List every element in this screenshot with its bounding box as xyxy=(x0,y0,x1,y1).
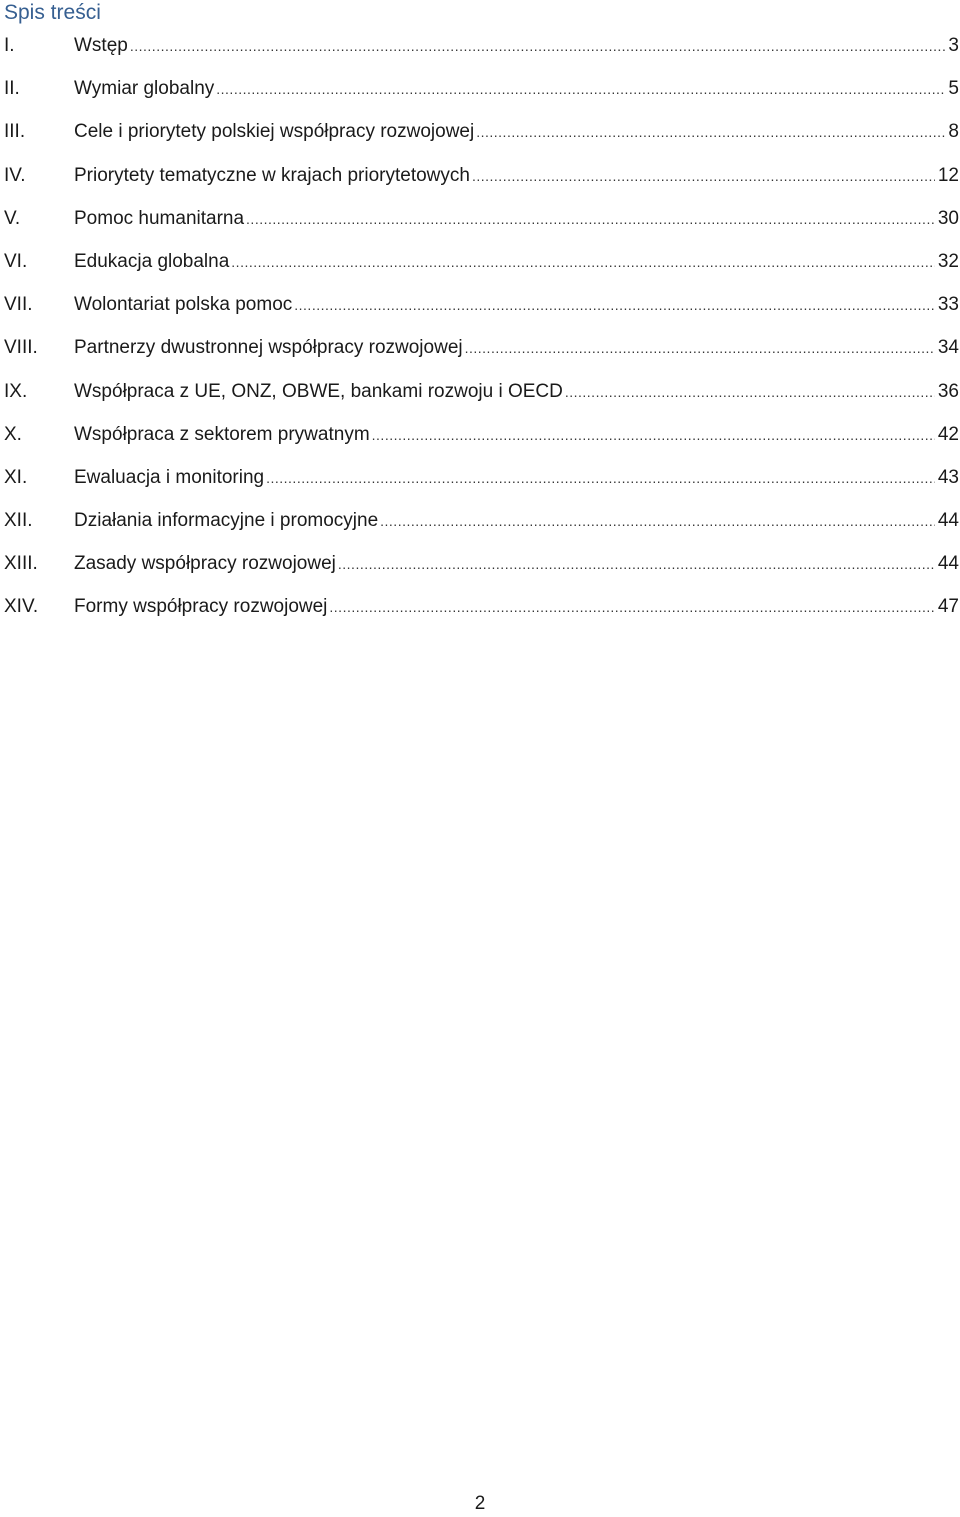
toc-entry-page[interactable]: 44 xyxy=(937,553,959,575)
toc-entry[interactable] xyxy=(0,592,960,635)
toc-entry[interactable] xyxy=(0,377,960,420)
toc-entry-number: III. xyxy=(4,121,26,143)
toc-entry-page[interactable]: 43 xyxy=(937,466,959,488)
toc-leader-dots xyxy=(294,290,935,320)
toc-entry-page[interactable]: 8 xyxy=(948,121,959,143)
toc-entry-title[interactable]: Wolontariat polska pomoc xyxy=(74,290,292,320)
toc-entry-number: VIII. xyxy=(4,337,38,359)
toc-entry-title[interactable]: Pomoc humanitarna xyxy=(74,204,244,234)
toc-entry-title[interactable]: Współpraca z sektorem prywatnym xyxy=(74,420,370,450)
toc-entry-title[interactable]: Priorytety tematyczne w krajach priorytetowych xyxy=(74,161,470,191)
toc-entry[interactable] xyxy=(0,31,960,74)
toc-entry[interactable] xyxy=(0,549,960,592)
toc-entry[interactable] xyxy=(0,420,960,463)
toc-leader-dots xyxy=(130,31,946,61)
toc-entry-page[interactable]: 47 xyxy=(937,596,959,618)
toc-entry-number: VII. xyxy=(4,294,33,316)
toc-entry-title[interactable]: Zasady współpracy rozwojowej xyxy=(74,549,336,579)
toc-entry-number: XII. xyxy=(4,510,33,532)
toc-entry-number: IV. xyxy=(4,164,26,186)
toc-entry[interactable] xyxy=(0,204,960,247)
toc-entry-number: XIV. xyxy=(4,596,39,618)
toc-entry-number: IX. xyxy=(4,380,28,402)
toc-entry[interactable] xyxy=(0,290,960,333)
toc-entry[interactable] xyxy=(0,247,960,290)
toc-entry[interactable] xyxy=(0,333,960,376)
toc-entry-page[interactable]: 3 xyxy=(948,35,959,56)
toc-leader-dots xyxy=(372,420,935,450)
toc-leader-dots xyxy=(380,506,935,536)
toc-entry-title[interactable]: Edukacja globalna xyxy=(74,247,229,277)
toc-entry-title[interactable]: Współpraca z UE, ONZ, OBWE, bankami rozwoju i OECD xyxy=(74,377,563,407)
toc-title: Spis treści xyxy=(4,1,101,24)
toc-list xyxy=(0,31,960,636)
toc-entry-number: XIII. xyxy=(4,553,38,575)
toc-entry-title[interactable]: Formy współpracy rozwojowej xyxy=(74,592,327,622)
toc-entry-page[interactable]: 34 xyxy=(937,337,959,359)
toc-leader-dots xyxy=(266,463,935,493)
toc-leader-dots xyxy=(338,549,935,579)
toc-leader-dots xyxy=(246,204,935,234)
toc-leader-dots xyxy=(476,117,945,147)
toc-entry-page[interactable]: 12 xyxy=(937,164,959,186)
toc-entry-number: II. xyxy=(4,78,20,100)
toc-leader-dots xyxy=(465,333,935,363)
toc-entry-title[interactable]: Wstęp xyxy=(74,31,128,61)
toc-entry-number: I. xyxy=(4,35,15,56)
toc-entry-page[interactable]: 44 xyxy=(937,510,959,532)
toc-leader-dots xyxy=(565,377,935,407)
toc-entry-page[interactable]: 42 xyxy=(937,423,959,445)
toc-entry-number: VI. xyxy=(4,250,28,272)
toc-entry-title[interactable]: Ewaluacja i monitoring xyxy=(74,463,264,493)
toc-leader-dots xyxy=(231,247,935,277)
toc-entry[interactable] xyxy=(0,74,960,117)
toc-entry-page[interactable]: 30 xyxy=(937,207,959,229)
toc-entry-page[interactable]: 32 xyxy=(937,250,959,272)
toc-entry-title[interactable]: Działania informacyjne i promocyjne xyxy=(74,506,378,536)
toc-entry-title[interactable]: Cele i priorytety polskiej współpracy rozwojowej xyxy=(74,117,474,147)
toc-leader-dots xyxy=(472,161,935,191)
toc-entry-page[interactable]: 33 xyxy=(937,294,959,316)
toc-entry-number: V. xyxy=(4,207,21,229)
toc-entry-title[interactable]: Wymiar globalny xyxy=(74,74,214,104)
toc-entry[interactable] xyxy=(0,161,960,204)
toc-entry[interactable] xyxy=(0,117,960,160)
toc-leader-dots xyxy=(216,74,945,104)
toc-entry[interactable] xyxy=(0,463,960,506)
toc-entry[interactable] xyxy=(0,506,960,549)
toc-entry-number: X. xyxy=(4,423,22,445)
toc-entry-number: XI. xyxy=(4,466,28,488)
toc-entry-page[interactable]: 36 xyxy=(937,380,959,402)
toc-leader-dots xyxy=(329,592,934,622)
toc-entry-title[interactable]: Partnerzy dwustronnej współpracy rozwojowej xyxy=(74,333,463,363)
toc-entry-page[interactable]: 5 xyxy=(948,78,959,100)
page-number: 2 xyxy=(474,1493,486,1514)
